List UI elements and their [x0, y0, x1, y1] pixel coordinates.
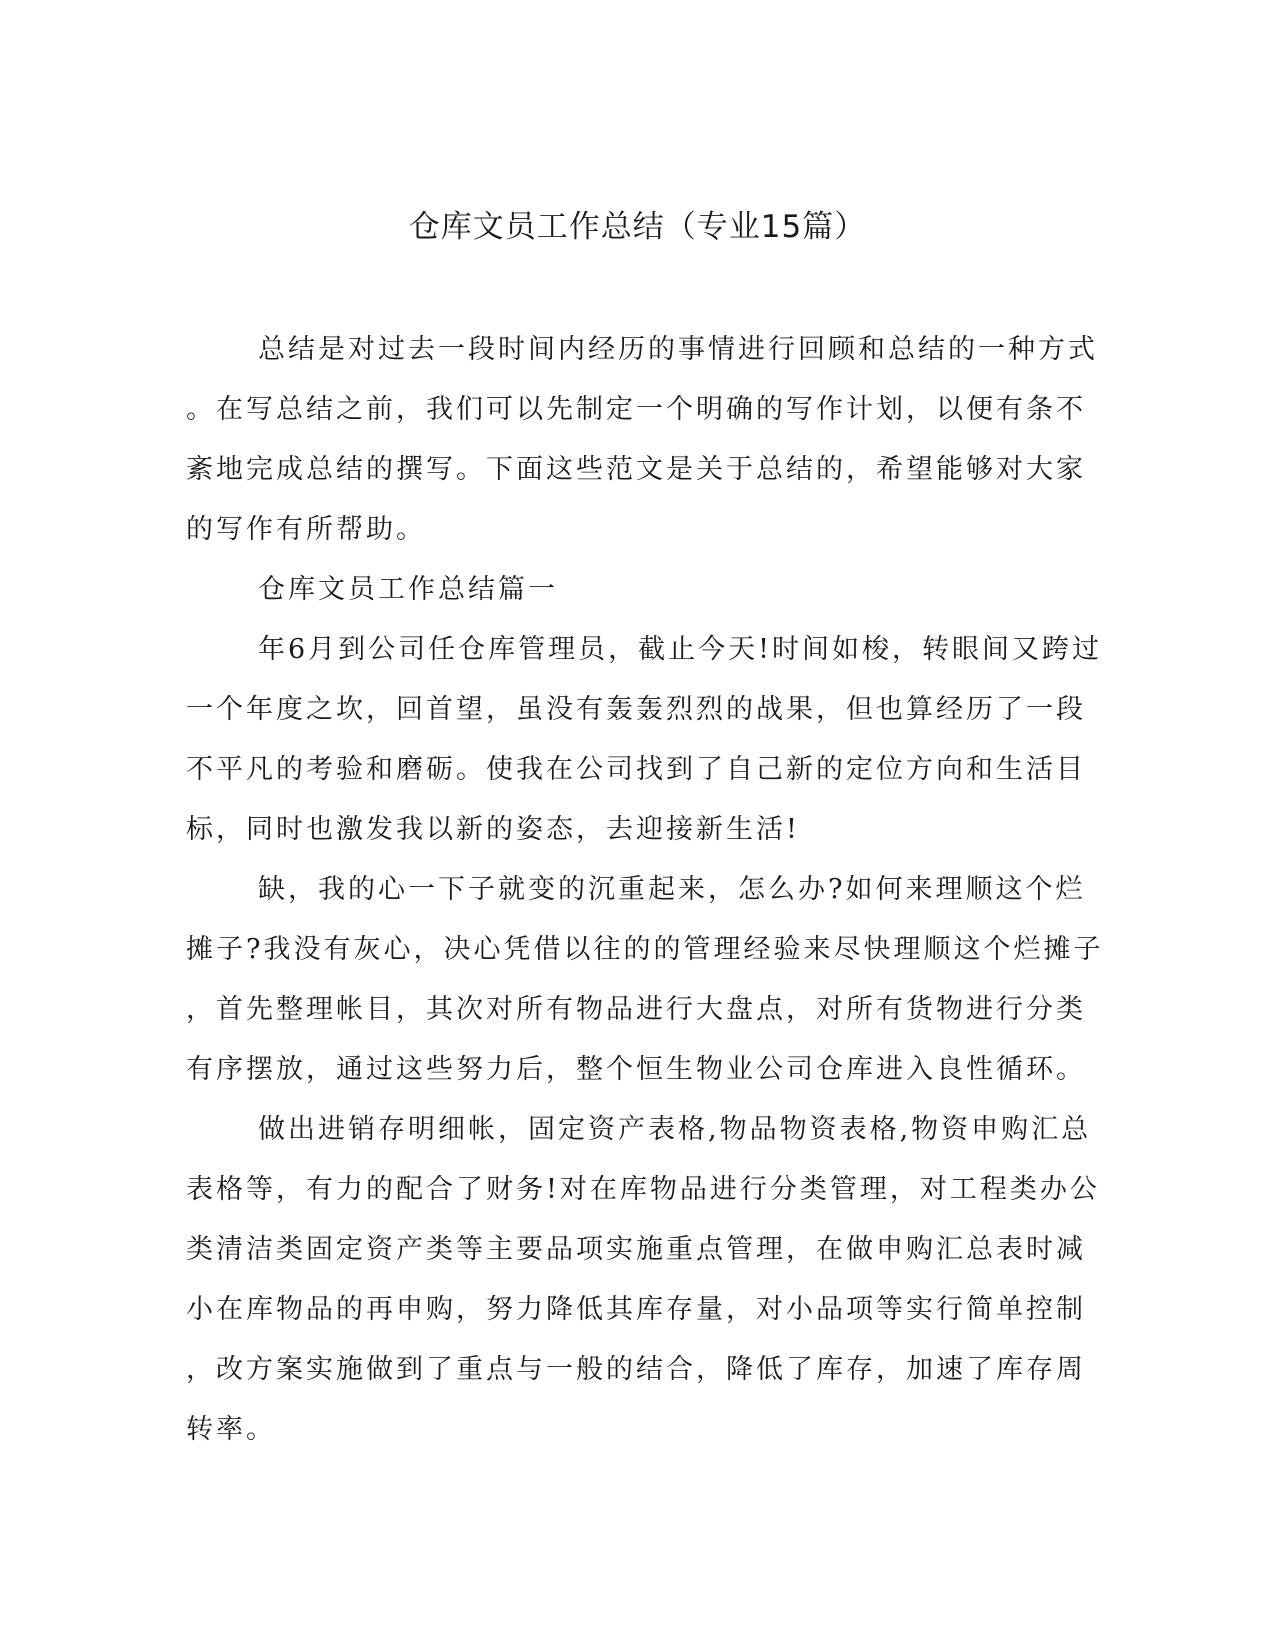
body-line: 表格等，有力的配合了财务!对在库物品进行分类管理，对工程类办公 — [186, 1174, 1100, 1205]
document-body — [186, 320, 1104, 1460]
body-line: 摊子?我没有灰心，决心凭借以往的的管理经验来尽快理顺这个烂摊子 — [186, 934, 1104, 965]
section-heading: 仓库文员工作总结篇一 — [258, 574, 558, 605]
body-line: 有序摆放，通过这些努力后，整个恒生物业公司仓库进入良性循环。 — [186, 1054, 1086, 1085]
document-title: 仓库文员工作总结（专业15篇） — [408, 209, 867, 245]
body-line: 。在写总结之前，我们可以先制定一个明确的写作计划，以便有条不 — [186, 394, 1086, 425]
body-line: 年6月到公司任仓库管理员，截止今天!时间如梭，转眼间又跨过 — [258, 634, 1103, 665]
body-line: 类清洁类固定资产类等主要品项实施重点管理，在做申购汇总表时减 — [186, 1234, 1086, 1265]
body-line: 标，同时也激发我以新的姿态，去迎接新生活! — [186, 814, 800, 845]
body-line: 的写作有所帮助。 — [186, 514, 426, 545]
body-line: 做出进销存明细帐，固定资产表格,物品物资表格,物资申购汇总 — [258, 1114, 1092, 1145]
body-line: 总结是对过去一段时间内经历的事情进行回顾和总结的一种方式 — [258, 334, 1098, 365]
body-line: 不平凡的考验和磨砺。使我在公司找到了自己新的定位方向和生活目 — [186, 754, 1086, 785]
body-line: 一个年度之坎，回首望，虽没有轰轰烈烈的战果，但也算经历了一段 — [186, 694, 1086, 725]
body-line: 小在库物品的再申购，努力降低其库存量，对小品项等实行简单控制 — [186, 1294, 1086, 1325]
body-line: 缺，我的心一下子就变的沉重起来，怎么办?如何来理顺这个烂 — [258, 874, 1086, 905]
body-line: ，首先整理帐目，其次对所有物品进行大盘点，对所有货物进行分类 — [186, 994, 1086, 1025]
body-line: 紊地完成总结的撰写。下面这些范文是关于总结的，希望能够对大家 — [186, 454, 1086, 485]
body-line: ，改方案实施做到了重点与一般的结合，降低了库存，加速了库存周 — [186, 1354, 1086, 1385]
body-line: 转率。 — [186, 1414, 276, 1445]
